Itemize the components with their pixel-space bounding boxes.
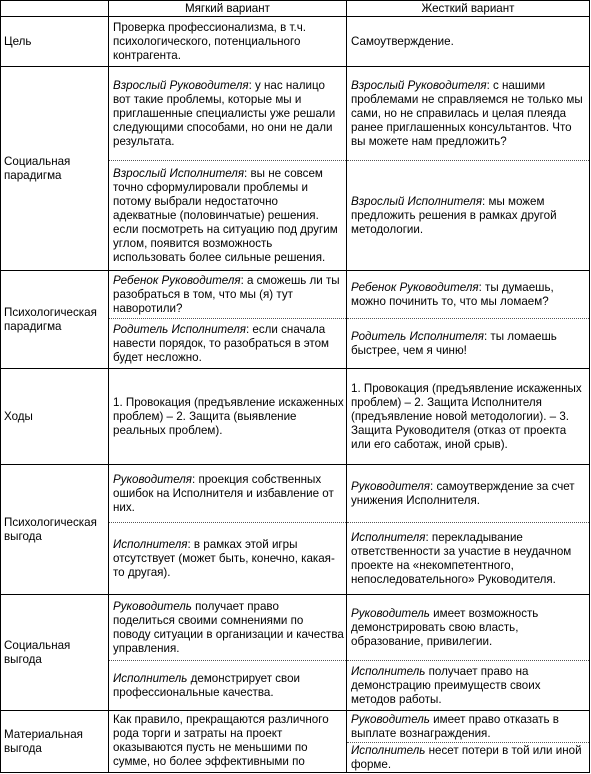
psych-hard-1 — [347, 271, 590, 319]
statement-text: : проекция собственных ошибок на Исполнителя и избавление от них. — [113, 472, 334, 514]
statement-text: : если сначала навести порядок, то разобраться в этом будет несложно. — [113, 322, 329, 364]
statement-text: : вы не совсем точно сформулировали проблемы и потому выбрали недостаточно адекватные (половинчатые) решения. если посмотреть на ситуацию под другим углом, появится возможность использовать более сильные решения. — [113, 166, 338, 264]
statement-text: : с нашими проблемами не справляемся не только мы сами, но не справилась и целая плеяда ранее приглашенных консультантов. Что вы можете нам предложить? — [351, 78, 583, 148]
psych-soft-2 — [109, 319, 347, 369]
social-gain-hard-1 — [347, 595, 590, 661]
goal-soft: Проверка профессионализма, в т.ч. психологического, потенциального контрагента. — [109, 17, 347, 67]
psych-soft-1 — [109, 271, 347, 319]
row-material-1 — [1, 711, 590, 743]
role-name: Ребенок Руководителя — [351, 280, 479, 294]
role-name: Ребенок Руководителя — [113, 273, 241, 287]
social-gain-hard-2 — [347, 661, 590, 711]
statement-text: несет потери в той или иной форме. — [351, 743, 582, 771]
role-name: Взрослый Исполнителя — [351, 194, 483, 208]
row-label-social: Социальная парадигма — [1, 67, 109, 271]
role-name: Руководитель — [351, 606, 430, 620]
statement-text: : перекладывание ответственности за участие в неудачном проекте на «некомпетентного, непоследовательного» Руководителя. — [351, 530, 572, 586]
row-social-gain-1 — [1, 595, 590, 661]
role-name: Родитель Исполнителя — [351, 329, 484, 343]
role-name: Исполнителя — [351, 530, 426, 544]
statement-text: : ты ломаешь быстрее, чем я чиню! — [351, 329, 557, 357]
moves-soft: 1. Провокация (предъявление искаженных проблем) – 2. Защита (выявление реальных проблем). — [109, 369, 347, 465]
psych-gain-soft-2 — [109, 523, 347, 595]
material-hard-1 — [347, 711, 590, 743]
social-hard-2 — [347, 161, 590, 271]
role-name: Взрослый Исполнителя — [113, 166, 245, 180]
role-name: Исполнитель — [351, 743, 426, 757]
row-psych-gain-1 — [1, 465, 590, 523]
header-row — [1, 1, 590, 17]
role-name: Родитель Исполнителя — [113, 322, 246, 336]
statement-text: имеет право отказать в выплате вознаграждения. — [351, 712, 559, 740]
statement-text: имеет возможность демонстрировать свою власть, образование, привилегии. — [351, 606, 539, 648]
row-label-goal: Цель — [1, 17, 109, 67]
role-name: Исполнитель — [351, 664, 426, 678]
statement-text: : самоутверждение за счет унижения Исполнителя. — [351, 479, 575, 507]
row-goal — [1, 17, 590, 67]
role-name: Руководитель — [351, 712, 430, 726]
header-empty-cell — [1, 1, 109, 17]
goal-hard: Самоутверждение. — [347, 17, 590, 67]
role-name: Руководителя — [351, 479, 431, 493]
material-hard-2 — [347, 743, 590, 773]
statement-text: получает право поделиться своими сомнениями по поводу ситуации в организации и качества управления. — [113, 599, 344, 655]
statement-text: : а сможешь ли ты разобраться в том, что мы (я) тут наворотили? — [113, 273, 340, 315]
social-soft-2 — [109, 161, 347, 271]
social-gain-soft-2 — [109, 661, 347, 711]
moves-hard: 1. Провокация (предъявление искаженных проблем) – 2. Защита Исполнителя (предъявление новой методологии). – 3. Защита Руководителя (отказ от проекта или его саботаж, иной срыв). — [347, 369, 590, 465]
row-social-1 — [1, 67, 590, 161]
psych-gain-hard-1 — [347, 465, 590, 523]
row-label-social-gain: Социальная выгода — [1, 595, 109, 711]
material-soft: Как правило, прекращаются различного рода торги и затраты на проект оказываются пусть не меньшими по сумме, но более эффективными по — [109, 711, 347, 773]
statement-text: демонстрирует свои профессиональные качества. — [113, 671, 301, 699]
header-hard: Жесткий вариант — [347, 1, 590, 17]
role-name: Исполнитель — [113, 671, 188, 685]
role-name: Взрослый Руководителя — [113, 78, 249, 92]
row-label-material: Материальная выгода — [1, 711, 109, 773]
social-gain-soft-1 — [109, 595, 347, 661]
row-moves — [1, 369, 590, 465]
row-label-psych-gain: Психологическая выгода — [1, 465, 109, 595]
statement-text: : мы можем предложить решения в рамках другой методологии. — [351, 194, 557, 236]
header-soft: Мягкий вариант — [109, 1, 347, 17]
row-label-psych: Психологическая парадигма — [1, 271, 109, 369]
social-soft-1 — [109, 67, 347, 161]
statement-text: получает право на демонстрацию преимуществ своих методов работы. — [351, 664, 541, 706]
psych-hard-2 — [347, 319, 590, 369]
row-psych-1 — [1, 271, 590, 319]
role-name: Взрослый Руководителя — [351, 78, 487, 92]
statement-text: : в рамках этой игры отсутствует (может быть, конечно, какая-то другая). — [113, 537, 335, 579]
row-label-moves: Ходы — [1, 369, 109, 465]
psych-gain-soft-1 — [109, 465, 347, 523]
psych-gain-hard-2 — [347, 523, 590, 595]
social-hard-1 — [347, 67, 590, 161]
statement-text: : у нас налицо вот такие проблемы, которые мы и приглашенные специалисты уже решали следующими способами, но они не дали результата. — [113, 78, 336, 148]
role-name: Руководителя — [113, 472, 193, 486]
statement-text: : ты думаешь, можно починить то, что мы ломаем? — [351, 280, 554, 308]
role-name: Руководитель — [113, 599, 192, 613]
role-name: Исполнителя — [113, 537, 188, 551]
